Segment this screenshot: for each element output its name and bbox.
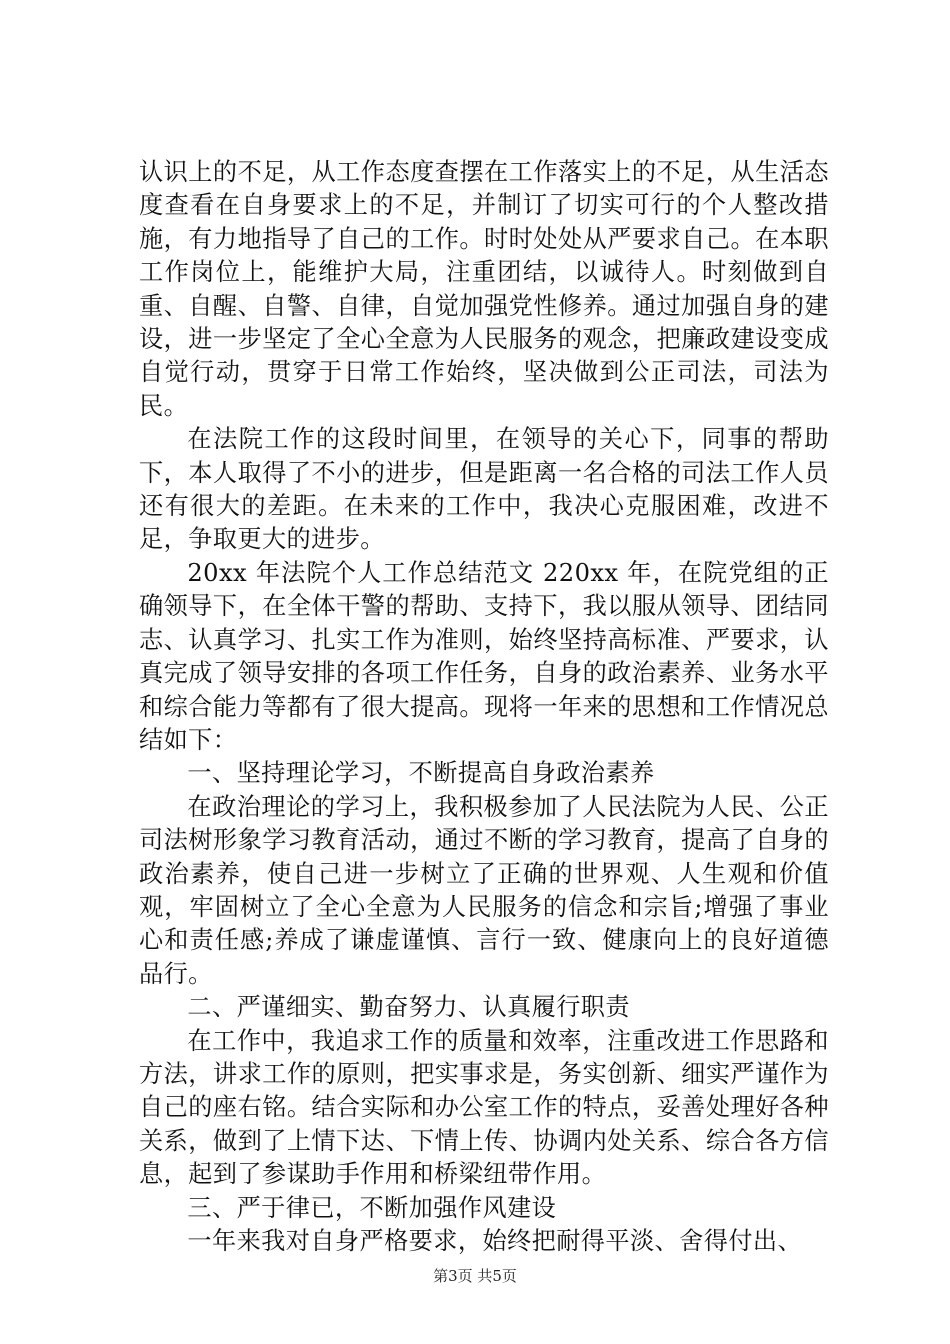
section-heading: 三、严于律已，不断加强作风建设 — [187, 1193, 557, 1222]
section-heading: 二、严谨细实、勤奋努力、认真履行职责 — [187, 993, 630, 1022]
paragraph: 在工作中，我追求工作的质量和效率，注重改进工作思路和方法，讲求工作的原则，把实事求是，务实创新、细实严谨作为自己的座右铭。结合实际和办公室工作的特点，妥善处理好各种关系，做到了上情下达、下情上传、协调内处关系、综合各方信息，起到了参谋助手作用和桥梁纽带作用。 — [139, 1026, 829, 1189]
paragraph-continued: 认识上的不足，从工作态度查摆在工作落实上的不足，从生活态度查看在自身要求上的不足，并制订了切实可行的个人整改措施，有力地指导了自己的工作。时时处处从严要求自己。在本职工作岗位上，能维护大局，注重团结，以诚待人。时刻做到自重、自醒、自警、自律，自觉加强党性修养。通过加强自身的建设，进一步坚定了全心全意为人民服务的观念，把廉政建设变成自觉行动，贯穿于日常工作始终，坚决做到公正司法，司法为民。 — [139, 158, 829, 420]
section-heading: 一、坚持理论学习，不断提高自身政治素养 — [187, 759, 655, 788]
paragraph: 一年来我对自身严格要求，始终把耐得平淡、舍得付出、 — [187, 1227, 803, 1255]
page-number: 第3页 共5页 — [433, 1267, 517, 1285]
paragraph: 20xx 年法院个人工作总结范文 220xx 年，在院党组的正确领导下，在全体干警的帮助、支持下，我以服从领导、团结同志、认真学习、扎实工作为准则，始终坚持高标准、严要求，认真完成了领导安排的各项工作任务，自身的政治素养、业务水平和综合能力等都有了很大提高。现将一年来的思想和工作情况总结如下： — [139, 558, 829, 754]
paragraph: 在法院工作的这段时间里，在领导的关心下，同事的帮助下，本人取得了不小的进步，但是距离一名合格的司法工作人员还有很大的差距。在未来的工作中，我决心克服困难，改进不足，争取更大的进步。 — [139, 425, 829, 554]
paragraph: 在政治理论的学习上，我积极参加了人民法院为人民、公正司法树形象学习教育活动，通过不断的学习教育，提高了自身的政治素养，使自己进一步树立了正确的世界观、人生观和价值观，牢固树立了全心全意为人民服务的信念和宗旨;增强了事业心和责任感;养成了谦虚谨慎、言行一致、健康向上的良好道德品行。 — [139, 792, 829, 988]
document-body — [139, 156, 829, 1258]
